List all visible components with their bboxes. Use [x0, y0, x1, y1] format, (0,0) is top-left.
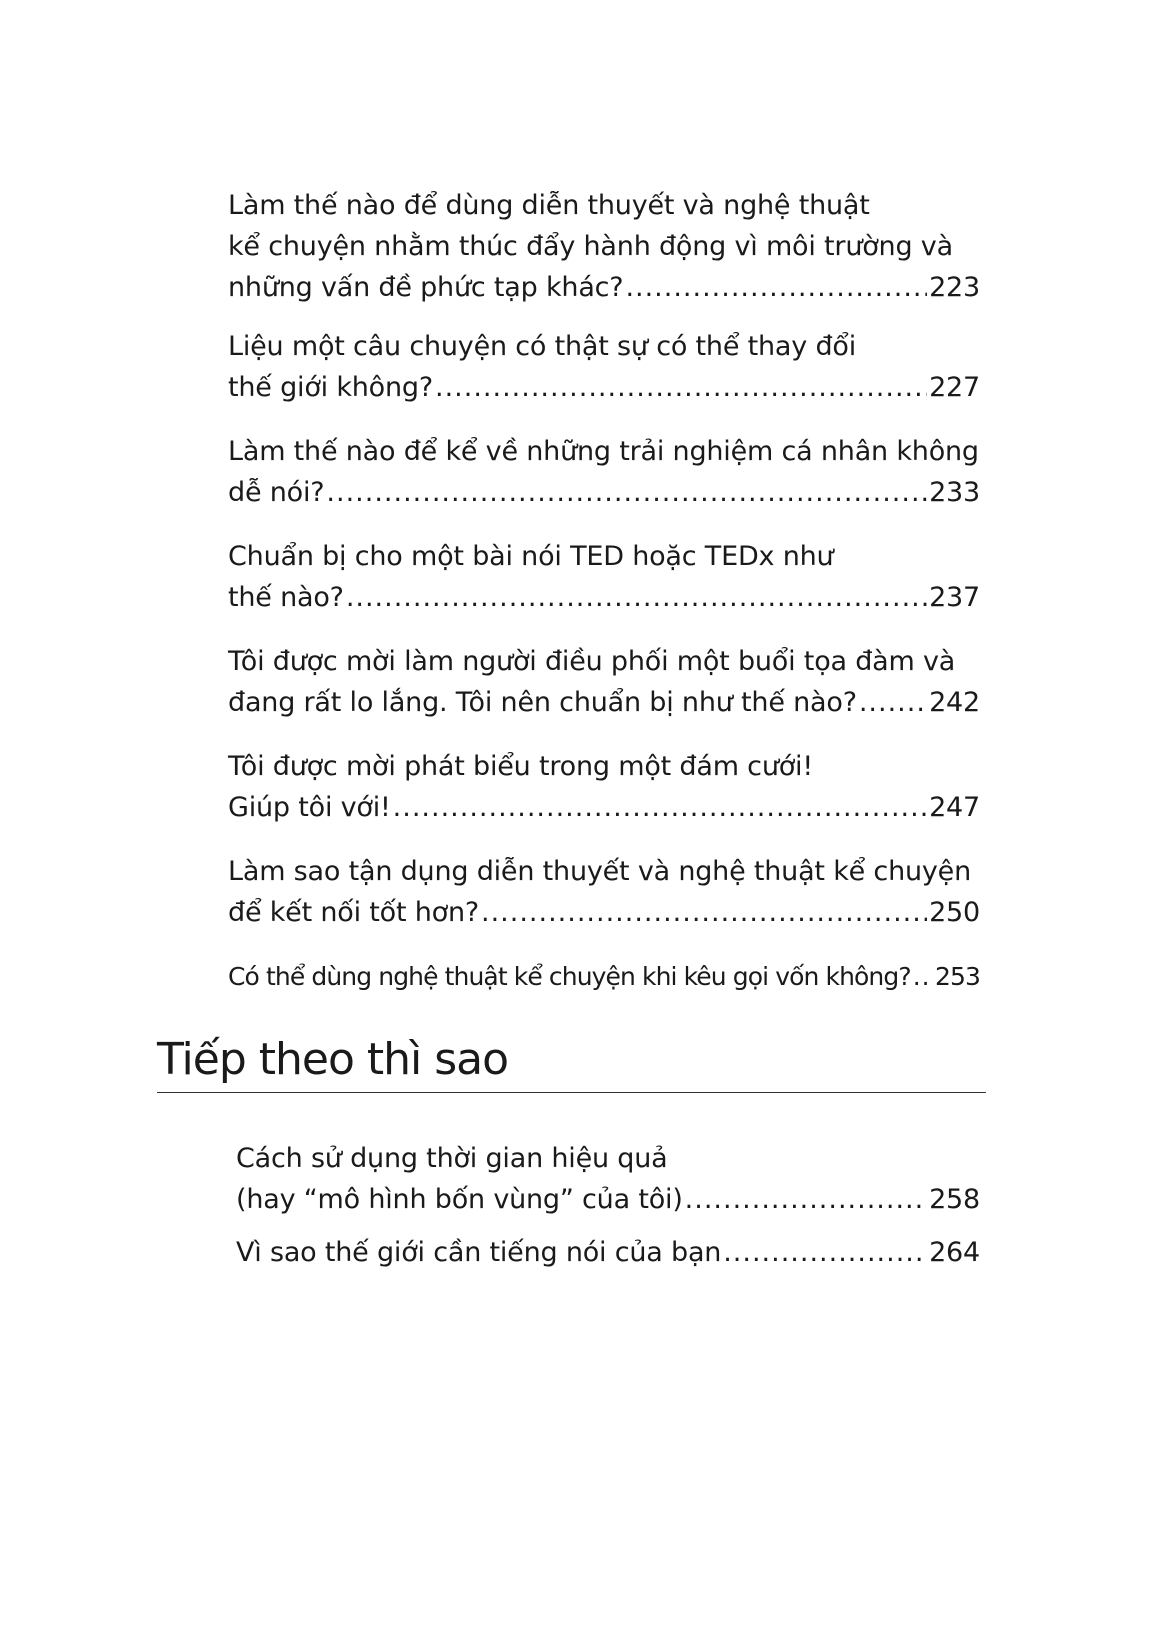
toc-entry-text: đang rất lo lắng. Tôi nên chuẩn bị như thế nào? — [228, 687, 857, 718]
dot-leader — [481, 892, 927, 933]
dot-leader — [913, 956, 933, 997]
toc-entry-2[interactable] — [228, 326, 980, 408]
dot-leader — [346, 577, 927, 618]
toc-entry-text: Làm sao tận dụng diễn thuyết và nghệ thuật kể chuyện — [228, 856, 972, 887]
page-number: 233 — [929, 477, 980, 508]
toc-entry-3[interactable] — [228, 431, 980, 513]
page-number: 264 — [929, 1237, 980, 1268]
toc-entry-text: Có thể dùng nghệ thuật kể chuyện khi kêu gọi vốn không? — [228, 962, 911, 991]
page-number: 253 — [934, 962, 980, 991]
toc-entry-5[interactable] — [228, 641, 980, 723]
dot-leader — [326, 472, 927, 513]
toc-entry-text: Tôi được mời phát biểu trong một đám cưới! — [228, 751, 813, 782]
toc-entry-text: Làm thế nào để dùng diễn thuyết và nghệ thuật — [228, 190, 870, 221]
toc-entry-text: Tôi được mời làm người điều phối một buổi tọa đàm và — [228, 646, 956, 677]
toc-entry-text: những vấn đề phức tạp khác? — [228, 272, 624, 303]
page-number: 250 — [929, 897, 980, 928]
toc-entry-text: Làm thế nào để kể về những trải nghiệm cá nhân không — [228, 436, 979, 467]
toc-entry-10[interactable] — [236, 1232, 980, 1273]
page-number: 258 — [929, 1184, 980, 1215]
toc-entry-text: Giúp tôi với! — [228, 792, 391, 823]
section-heading: Tiếp theo thì sao — [157, 1034, 509, 1085]
toc-entry-text: để kết nối tốt hơn? — [228, 897, 480, 928]
toc-entry-4[interactable] — [228, 536, 980, 618]
toc-entry-text: dễ nói? — [228, 477, 325, 508]
toc-entry-7[interactable] — [228, 851, 980, 933]
dot-leader — [685, 1179, 927, 1220]
toc-entry-text: (hay “mô hình bốn vùng” của tôi) — [236, 1184, 683, 1215]
toc-entry-text: Chuẩn bị cho một bài nói TED hoặc TEDx như — [228, 541, 834, 572]
dot-leader — [723, 1232, 927, 1273]
page-number: 227 — [929, 372, 980, 403]
toc-entry-6[interactable] — [228, 746, 980, 828]
page-number: 237 — [929, 582, 980, 613]
toc-entry-1[interactable] — [228, 185, 980, 308]
page-number: 223 — [929, 272, 980, 303]
section-divider — [157, 1092, 986, 1093]
toc-entry-text: Vì sao thế giới cần tiếng nói của bạn — [236, 1237, 722, 1268]
page-number: 247 — [929, 792, 980, 823]
toc-entry-9[interactable] — [236, 1138, 980, 1220]
dot-leader — [859, 682, 927, 723]
dot-leader — [625, 267, 927, 308]
toc-entry-text: kể chuyện nhằm thúc đẩy hành động vì môi trường và — [228, 231, 953, 262]
toc-entry-text: Cách sử dụng thời gian hiệu quả — [236, 1143, 668, 1174]
dot-leader — [435, 367, 927, 408]
toc-entry-text: Liệu một câu chuyện có thật sự có thể thay đổi — [228, 331, 857, 362]
toc-entry-8[interactable] — [228, 956, 980, 997]
dot-leader — [393, 787, 927, 828]
toc-entry-text: thế giới không? — [228, 372, 433, 403]
toc-entry-text: thế nào? — [228, 582, 344, 613]
page-number: 242 — [929, 687, 980, 718]
